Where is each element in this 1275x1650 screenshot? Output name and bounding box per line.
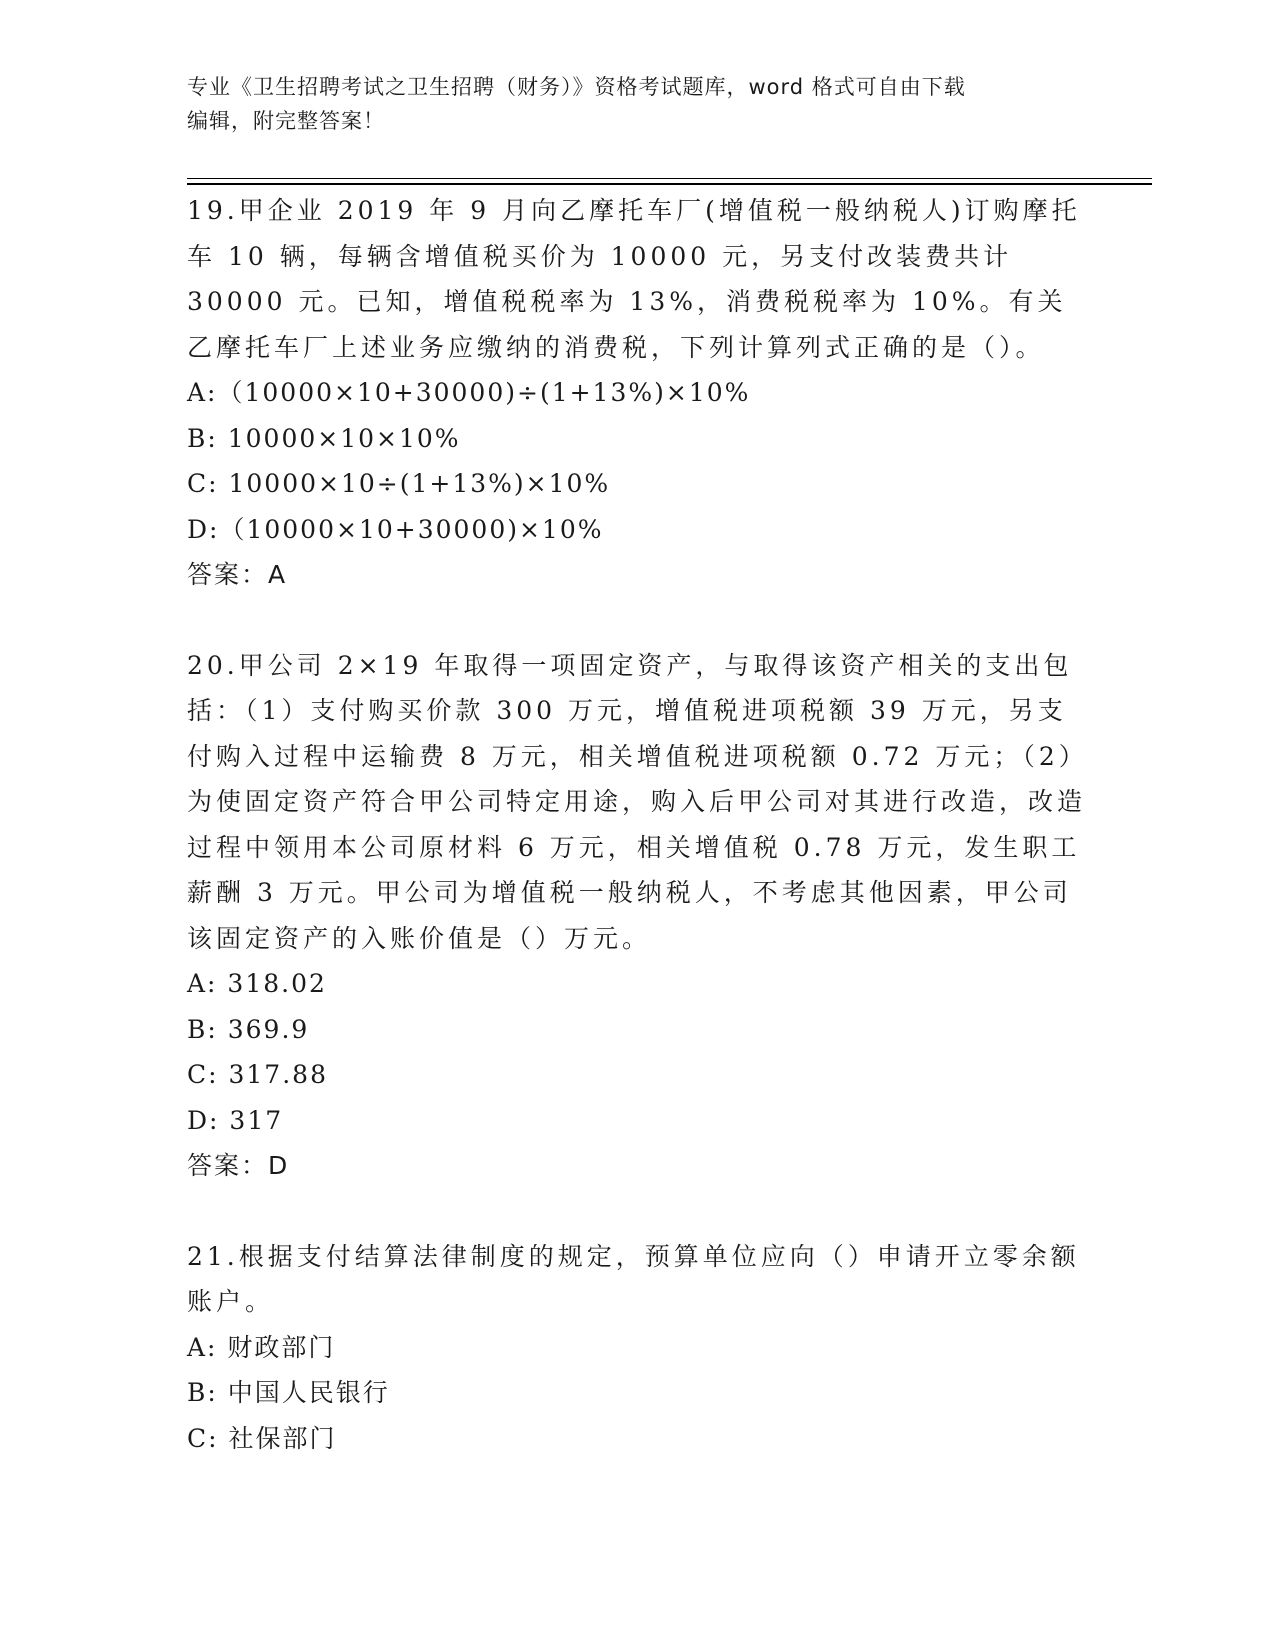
- option-b: B: 10000×10×10%: [187, 423, 461, 453]
- option-d: D:（10000×10+30000)×10%: [187, 514, 604, 544]
- question-text: 20.甲公司 2×19 年取得一项固定资产，与取得该资产相关的支出包括：（1）支付购买价款 300 万元，增值税进项税额 39 万元，另支付购入过程中运输费 8 万元，相关增值税进项税额 0.72 万元；（2）为使固定资产符合甲公司特定用途，购入后甲公司对其进行改造，改造过程中领用本公司原材料 6 万元，相关增值税 0.78 万元，发生职工薪酬 3 万元。甲公司为增值税一般纳税人，不考虑其他因素，甲公司该固定资产的入账价值是（）万元。: [187, 650, 1087, 953]
- option-b: B: 中国人民银行: [187, 1378, 390, 1407]
- question-list: [187, 188, 1087, 1461]
- header-line-1: 专业《卫生招聘考试之卫生招聘（财务）》资格考试题库，word 格式可自由下载: [187, 75, 966, 99]
- option-a: A:（10000×10+30000)÷(1+13%)×10%: [187, 378, 751, 407]
- spacer: [187, 598, 1087, 643]
- option-a: A: 财政部门: [187, 1332, 336, 1362]
- header-line-2: 编辑，附完整答案！: [187, 109, 385, 133]
- header-divider-thick: [187, 183, 1152, 185]
- question-block-21: [187, 1234, 1087, 1462]
- document-header: [187, 70, 1087, 138]
- answer-text: 答案：A: [187, 560, 288, 589]
- spacer: [187, 1189, 1087, 1234]
- option-b: B: 369.9: [187, 1014, 310, 1044]
- header-divider-thin: [187, 178, 1152, 179]
- answer-text: 答案：D: [187, 1151, 290, 1180]
- option-d: D: 317: [187, 1105, 284, 1135]
- option-c: C: 317.88: [187, 1060, 328, 1089]
- option-c: C: 10000×10÷(1+13%)×10%: [187, 469, 611, 498]
- question-block-20: [187, 643, 1087, 1189]
- question-text: 19.甲企业 2019 年 9 月向乙摩托车厂(增值税一般纳税人)订购摩托车 10 辆，每辆含增值税买价为 10000 元，另支付改装费共计 30000 元。已知，增值税税率为 13%，消费税税率为 10%。有关乙摩托车厂上述业务应缴纳的消费税，下列计算列式正确的是（）。: [187, 196, 1081, 362]
- question-block-19: [187, 188, 1087, 598]
- option-c: C: 社保部门: [187, 1423, 337, 1453]
- option-a: A: 318.02: [187, 969, 327, 998]
- question-text: 21.根据支付结算法律制度的规定，预算单位应向（）申请开立零余额账户。: [187, 1241, 1080, 1316]
